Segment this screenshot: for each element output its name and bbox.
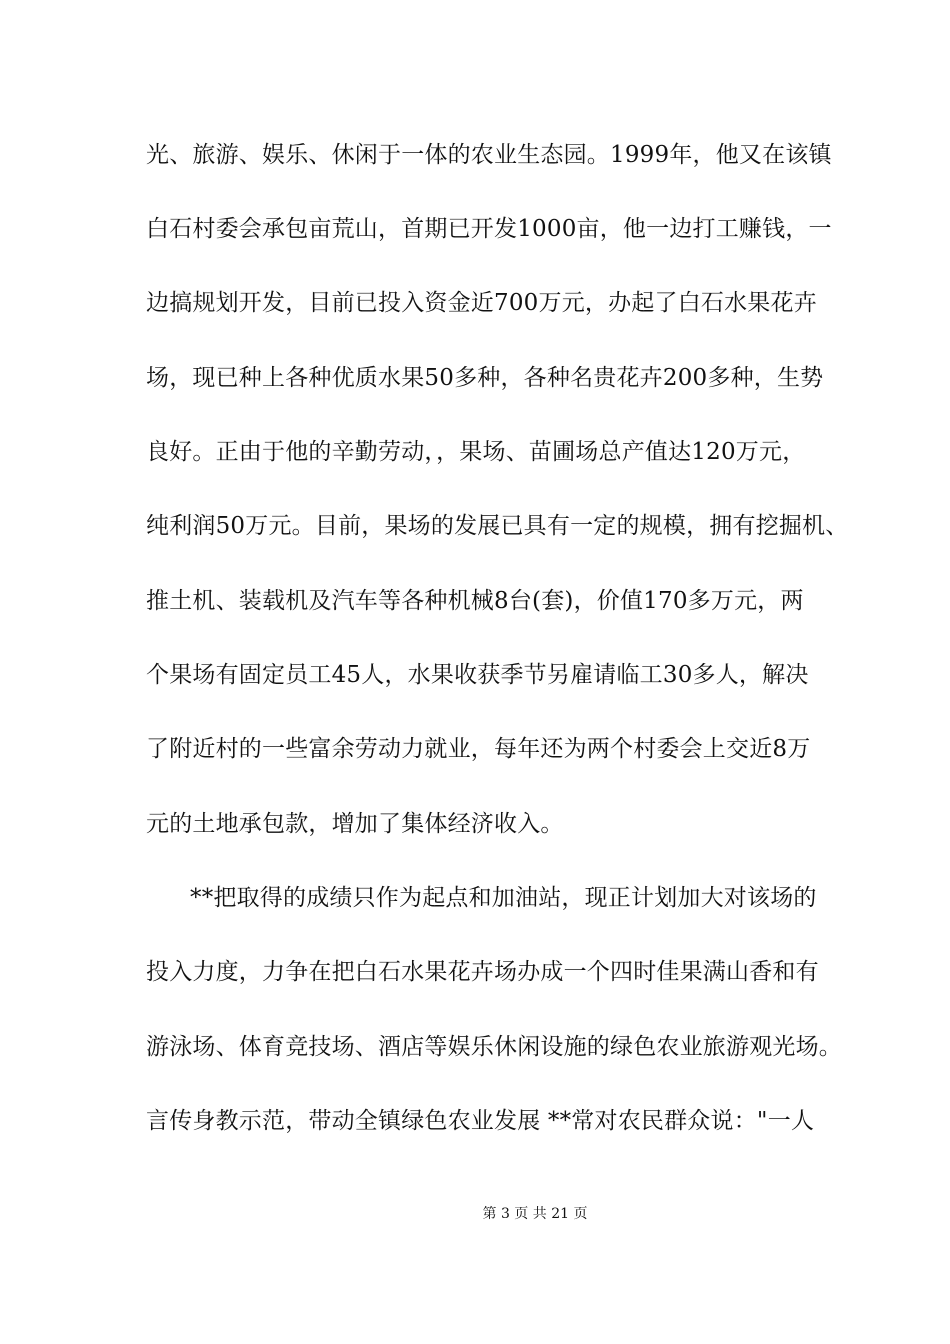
paragraph-line: 白石村委会承包亩荒山，首期已开发1000亩，他一边打工赚钱，一 — [146, 216, 832, 242]
paragraph-line: 良好。正由于他的辛勤劳动，，果场、苗圃场总产值达120万元， — [146, 439, 806, 465]
paragraph-line: 纯利润50万元。目前，果场的发展已具有一定的规模，拥有挖掘机、 — [146, 513, 849, 539]
paragraph-line: 言传身教示范，带动全镇绿色农业发展 **常对农民群众说："一人 — [146, 1108, 815, 1134]
paragraph-line: 了附近村的一些富余劳动力就业，每年还为两个村委会上交近8万 — [146, 736, 811, 762]
page-number-footer: 第 3 页 共 21 页 — [482, 1206, 588, 1222]
paragraph-line: **把取得的成绩只作为起点和加油站，现正计划加大对该场的 — [190, 885, 817, 911]
paragraph-line: 个果场有固定员工45人，水果收获季节另雇请临工30多人，解决 — [146, 662, 809, 688]
paragraph-line: 推土机、装载机及汽车等各种机械8台(套)，价值170多万元，两 — [146, 588, 804, 614]
paragraph-line: 场，现已种上各种优质水果50多种，各种名贵花卉200多种，生势 — [146, 365, 824, 391]
paragraph-line: 光、旅游、娱乐、休闲于一体的农业生态园。1999年，他又在该镇 — [146, 142, 832, 168]
paragraph-line: 游泳场、体育竞技场、酒店等娱乐休闲设施的绿色农业旅游观光场。 — [146, 1034, 842, 1060]
paragraph-line: 元的土地承包款，增加了集体经济收入。 — [146, 811, 564, 837]
paragraph-line: 投入力度，力争在把白石水果花卉场办成一个四时佳果满山香和有 — [146, 959, 819, 985]
paragraph-line: 边搞规划开发，目前已投入资金近700万元，办起了白石水果花卉 — [146, 290, 817, 316]
